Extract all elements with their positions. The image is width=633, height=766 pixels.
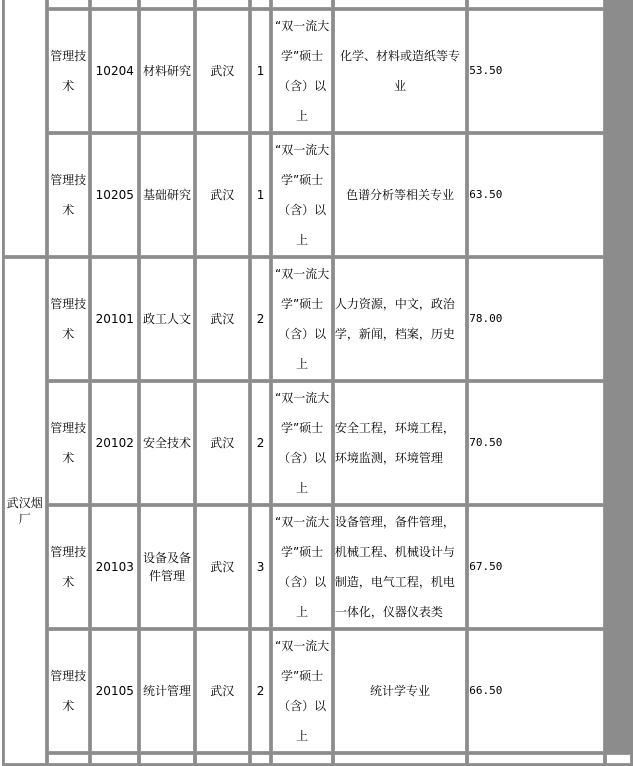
requirement-cell: 化学、材料或造纸等专业 xyxy=(334,10,466,132)
table-row-partial-bottom xyxy=(4,754,631,764)
job-code-cell: 20103 xyxy=(91,506,138,628)
table-row xyxy=(4,506,631,628)
headcount-cell: 3 xyxy=(251,506,271,628)
recruitment-table xyxy=(2,0,633,766)
job-type-cell: 管理技术 xyxy=(48,382,90,504)
job-type-cell: 管理技术 xyxy=(48,506,90,628)
position-cell: 统计管理 xyxy=(140,630,193,752)
unit-name: 武汉烟厂 xyxy=(6,496,43,526)
headcount-cell: 1 xyxy=(251,134,271,256)
headcount-cell: 2 xyxy=(251,382,271,504)
job-type-cell: 管理技术 xyxy=(48,258,90,380)
table-row xyxy=(4,630,631,752)
job-code-cell: 20102 xyxy=(91,382,138,504)
education-cell: “双一流大学”硕士（含）以上 xyxy=(272,258,331,380)
requirement-cell: 色谱分析等相关专业 xyxy=(334,134,466,256)
table-row xyxy=(4,382,631,504)
requirement-cell: 设备管理，备件管理，机械工程、机械设计与制造，电气工程，机电一体化，仪器仪表类 xyxy=(334,506,466,628)
score-cell: 70.50 xyxy=(468,382,604,504)
headcount-cell: 2 xyxy=(251,630,271,752)
requirement-cell: 人力资源，中文，政治学，新闻，档案，历史 xyxy=(334,258,466,380)
education-cell: “双一流大学”硕士（含）以上 xyxy=(272,630,331,752)
city-cell: 武汉 xyxy=(196,630,249,752)
city-cell: 武汉 xyxy=(196,382,249,504)
job-type-cell: 管理技术 xyxy=(48,134,90,256)
position-cell: 材料研究 xyxy=(140,10,193,132)
unit-cell-previous xyxy=(4,0,46,256)
city-cell: 武汉 xyxy=(196,258,249,380)
score-cell: 66.50 xyxy=(468,630,604,752)
job-code-cell: 10205 xyxy=(91,134,138,256)
headcount-cell: 2 xyxy=(251,258,271,380)
table-row xyxy=(4,10,631,132)
city-cell: 武汉 xyxy=(196,10,249,132)
education-cell: “双一流大学”硕士（含）以上 xyxy=(272,134,331,256)
city-cell: 武汉 xyxy=(196,506,249,628)
job-code-cell: 10204 xyxy=(91,10,138,132)
requirement-cell: 统计学专业 xyxy=(334,630,466,752)
position-cell: 设备及备件管理 xyxy=(140,506,193,628)
job-code-cell: 20101 xyxy=(91,258,138,380)
education-cell: “双一流大学”硕士（含）以上 xyxy=(272,10,331,132)
table-row xyxy=(4,258,631,380)
requirement-cell: 安全工程，环境工程，环境监测，环境管理 xyxy=(334,382,466,504)
job-type-cell: 管理技术 xyxy=(48,10,90,132)
score-cell: 53.50 xyxy=(468,10,604,132)
job-code-cell: 20105 xyxy=(91,630,138,752)
table-row xyxy=(4,134,631,256)
position-cell: 安全技术 xyxy=(140,382,193,504)
unit-cell xyxy=(4,258,46,764)
headcount-cell: 1 xyxy=(251,10,271,132)
job-type-cell: 管理技术 xyxy=(48,630,90,752)
table-row-partial-top xyxy=(4,0,631,8)
city-cell: 武汉 xyxy=(196,134,249,256)
score-cell: 78.00 xyxy=(468,258,604,380)
position-cell: 基础研究 xyxy=(140,134,193,256)
education-cell: “双一流大学”硕士（含）以上 xyxy=(272,506,331,628)
score-cell: 67.50 xyxy=(468,506,604,628)
position-cell: 政工人文 xyxy=(140,258,193,380)
education-cell: “双一流大学”硕士（含）以上 xyxy=(272,382,331,504)
score-cell: 63.50 xyxy=(468,134,604,256)
